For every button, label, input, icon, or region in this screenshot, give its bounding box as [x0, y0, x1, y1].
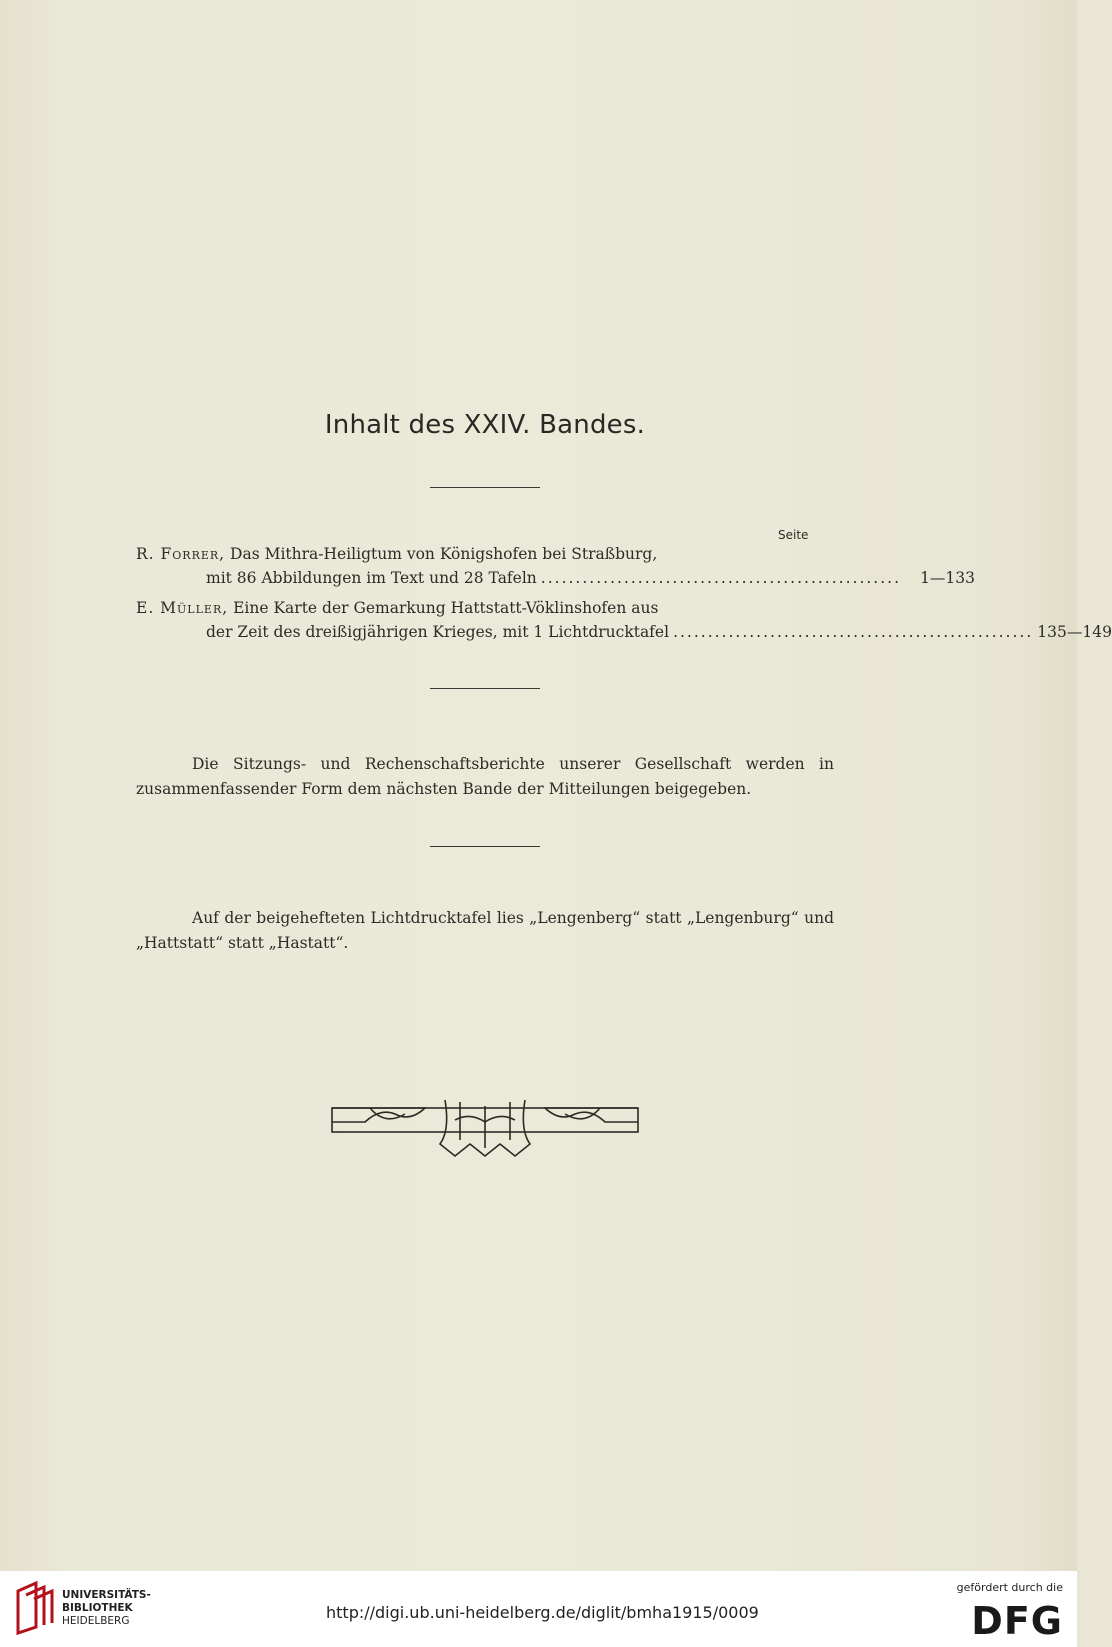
toc-pages: 1—133 [920, 569, 976, 587]
divider-1 [430, 487, 540, 488]
table-of-contents [136, 542, 1112, 644]
dfg-logo: DFG [971, 1599, 1063, 1643]
toc-title-line1: Das Mithra-Heiligtum von Königshofen bei Straßburg, [230, 545, 658, 563]
toc-author: R. Forrer, [136, 545, 226, 563]
toc-pages: 135—149 [1037, 623, 1112, 641]
toc-title-line2: der Zeit des dreißigjährigen Krieges, mit 1 Lichtdrucktafel [206, 623, 670, 641]
toc-entry [136, 596, 1112, 644]
funding-note: gefördert durch die [956, 1581, 1063, 1594]
toc-author: E. Müller, [136, 599, 229, 617]
divider-2 [430, 688, 540, 689]
ornament-vignette-icon [330, 1100, 640, 1160]
toc-leader-dots: .................................................... [673, 623, 1034, 641]
erratum-paragraph: Auf der beigehefteten Lichtdrucktafel lies „Lengenberg“ statt „Lengenburg“ und „Hattstatt“ statt „Hastatt“. [136, 909, 834, 952]
toc-entry [136, 542, 976, 590]
toc-title-line1: Eine Karte der Gemarkung Hattstatt-Vöklinshofen aus [233, 599, 659, 617]
source-url-link[interactable]: http://digi.ub.uni-heidelberg.de/diglit/bmha1915/0009 [326, 1603, 759, 1622]
toc-leader-dots: .................................................... [540, 569, 902, 587]
toc-title-line2: mit 86 Abbildungen im Text und 28 Tafeln [206, 569, 537, 587]
library-name: UNIVERSITÄTS- BIBLIOTHEK HEIDELBERG [62, 1589, 151, 1627]
library-logo-icon [12, 1579, 56, 1635]
divider-3 [430, 846, 540, 847]
footer-bar [0, 1571, 1077, 1647]
page-title: Inhalt des XXIV. Bandes. [324, 410, 646, 440]
seite-label: Seite [778, 528, 809, 542]
notice-paragraph: Die Sitzungs- und Rechenschaftsberichte unserer Gesellschaft werden in zusammenfassender Form dem nächsten Bande der Mitteilungen beigegeben. [136, 755, 834, 798]
